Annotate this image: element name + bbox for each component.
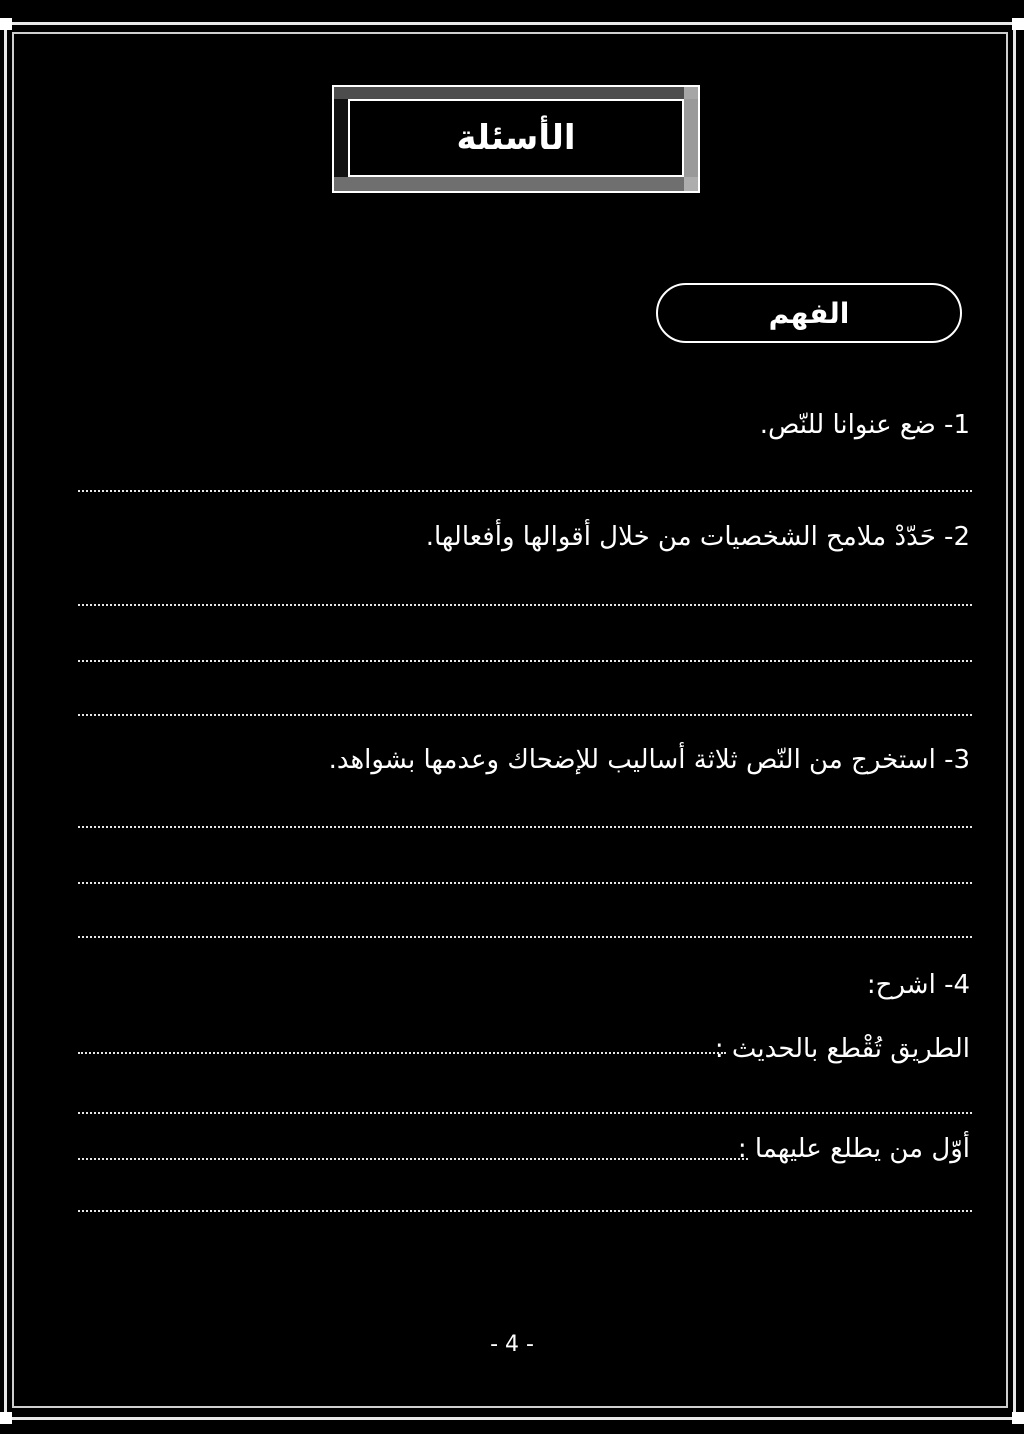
- page-title: الأسئلة: [456, 118, 576, 158]
- question-3: 3- استخرج من النّص ثلاثة أساليب للإضحاك وعدمها بشواهد.: [328, 745, 970, 775]
- question-4: 4- اشرح:: [866, 970, 970, 1000]
- answer-line[interactable]: [78, 714, 972, 716]
- title-box: [332, 85, 700, 193]
- answer-line[interactable]: [78, 1210, 972, 1212]
- answer-line[interactable]: [78, 1158, 748, 1160]
- answer-line[interactable]: [78, 490, 972, 492]
- answer-line[interactable]: [78, 882, 972, 884]
- question-2: 2- حَدّدْ ملامح الشخصيات من خلال أقوالها وأفعالها.: [425, 522, 970, 552]
- frame-corner: [0, 18, 12, 30]
- question-1: 1- ضع عنوانا للنّص.: [759, 410, 970, 440]
- answer-line[interactable]: [78, 936, 972, 938]
- answer-line[interactable]: [78, 826, 972, 828]
- explain-item-1: الطريق تُقْطع بالحديث :: [714, 1034, 970, 1064]
- frame-corner: [1012, 18, 1024, 30]
- answer-line[interactable]: [78, 1052, 726, 1054]
- answer-line[interactable]: [78, 604, 972, 606]
- frame-corner: [0, 1412, 12, 1424]
- frame-corner: [1012, 1412, 1024, 1424]
- page-inner-frame: [12, 32, 1008, 1408]
- explain-item-2: أوّل من يطلع عليهما :: [737, 1134, 970, 1164]
- answer-line[interactable]: [78, 660, 972, 662]
- answer-line[interactable]: [78, 1112, 972, 1114]
- page-number: - 4 -: [490, 1332, 534, 1357]
- section-label-text: الفهم: [768, 296, 850, 330]
- section-label: [656, 283, 962, 343]
